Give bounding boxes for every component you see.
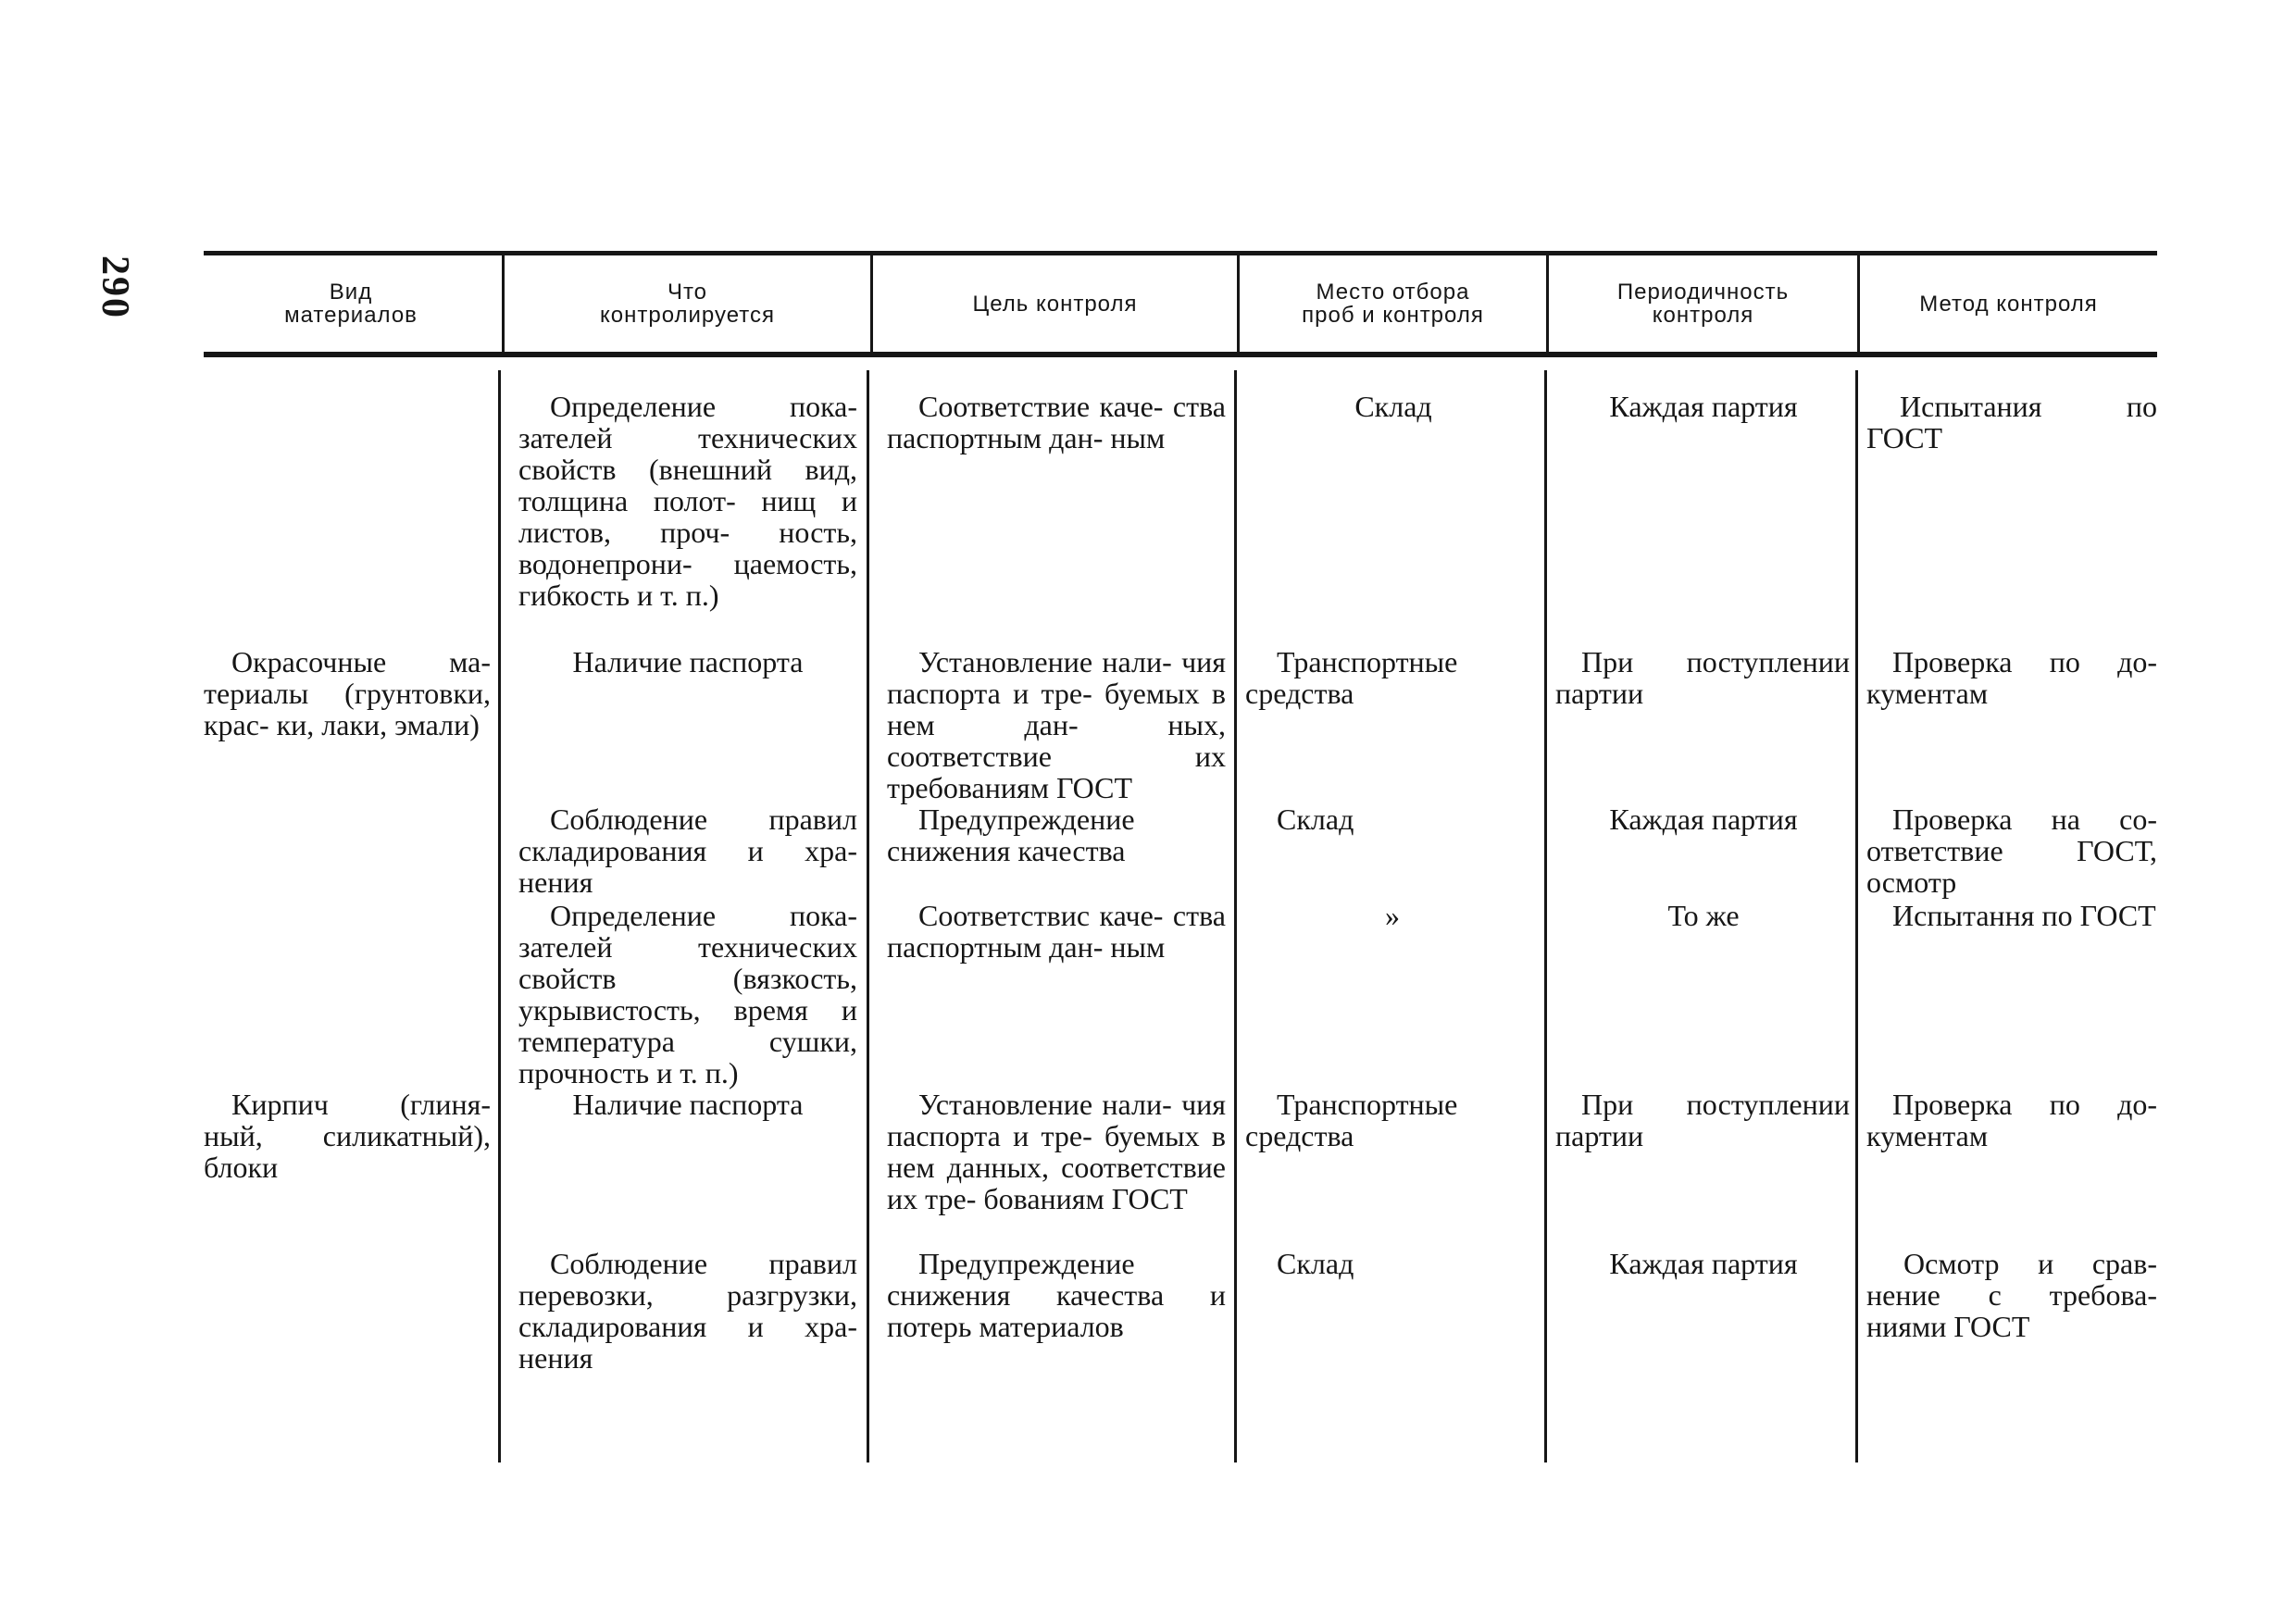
header-method-label: Метод контроля — [1919, 291, 2098, 317]
cell-period: Каждая партия — [1609, 390, 1798, 423]
header-goal-label: Цель контроля — [972, 291, 1138, 317]
cell-material: Окрасочные ма- териалы (грунтовки, крас- ки, лаки, эмали) — [204, 645, 491, 741]
cell-goal: Соответствис каче- ства паспортным дан- ным — [887, 899, 1226, 964]
header-place — [1240, 255, 1546, 352]
page-number: 290 — [94, 255, 136, 319]
cell-what: Соблюдение правил перевозки, разгрузки, складирования и хра- нения — [518, 1247, 857, 1375]
cell-material: Кирпич (глиня- ный, силикатный), блоки — [204, 1088, 491, 1184]
cell-place: Склад — [1277, 1247, 1354, 1280]
cell-what: Наличие паспорта — [572, 1088, 804, 1121]
header-what — [505, 255, 870, 352]
cell-goal: Соответствие каче- ства паспортным дан- ным — [887, 390, 1226, 454]
header-goal — [873, 255, 1237, 352]
cell-period: Каждая партия — [1609, 803, 1798, 836]
cell-period: При поступлении партии — [1555, 645, 1850, 710]
cell-method: Испытания по ГОСТ — [1866, 390, 2157, 454]
cell-goal: Предупреждение снижения качества и потерь материалов — [887, 1247, 1226, 1343]
header-what-label: Что контролируется — [599, 280, 776, 328]
cell-method: Осмотр и срав- нение с требова- ниями ГОСТ — [1866, 1247, 2157, 1343]
cell-method: Испытання по ГОСТ — [1892, 899, 2156, 932]
header-place-label: Место отбора проб и контроля — [1302, 280, 1484, 328]
cell-goal: Предупреждение снижения качества — [887, 803, 1135, 867]
cell-place: » — [1385, 899, 1400, 932]
header-period — [1549, 255, 1857, 352]
header-material-label: Вид материалов — [284, 280, 418, 328]
cell-method: Проверка по до- кументам — [1866, 1088, 2157, 1152]
table-header-rule — [204, 352, 2157, 357]
header-period-label: Периодичность контроля — [1616, 280, 1790, 328]
cell-period: При поступлении партии — [1555, 1088, 1850, 1152]
column-divider — [498, 370, 501, 1462]
cell-method: Проверка на со- ответствие ГОСТ, осмотр — [1866, 803, 2157, 899]
cell-place: Транспортные средства — [1245, 645, 1458, 710]
cell-period: То же — [1667, 899, 1740, 932]
cell-what: Определение пока- зателей технических свойств (внешний вид, толщина полот- нищ и листов, проч- ность, водонепрони- цаемость, гибкость и т. п.) — [518, 390, 857, 612]
cell-place: Склад — [1354, 390, 1432, 423]
cell-place: Склад — [1277, 803, 1354, 836]
header-material — [204, 255, 498, 352]
cell-what: Определение пока- зателей технических свойств (вязкость, укрывистость, время и температура сушки, прочность и т. п.) — [518, 899, 857, 1089]
cell-goal: Установление нали- чия паспорта и тре- буемых в нем данных, соответствие их тре- бованиям ГОСТ — [887, 1088, 1226, 1215]
cell-method: Проверка по до- кументам — [1866, 645, 2157, 710]
column-divider — [1855, 370, 1858, 1462]
cell-period: Каждая партия — [1609, 1247, 1798, 1280]
column-divider — [1234, 370, 1237, 1462]
column-divider — [1544, 370, 1547, 1462]
column-divider — [867, 370, 869, 1462]
cell-goal: Установление нали- чия паспорта и тре- буемых в нем дан- ных, соответствие их требованиям ГОСТ — [887, 645, 1226, 804]
header-method — [1860, 255, 2157, 352]
cell-place: Транспортные средства — [1245, 1088, 1458, 1152]
cell-what: Соблюдение правил складирования и хра- нения — [518, 803, 857, 899]
cell-what: Наличие паспорта — [572, 645, 804, 678]
